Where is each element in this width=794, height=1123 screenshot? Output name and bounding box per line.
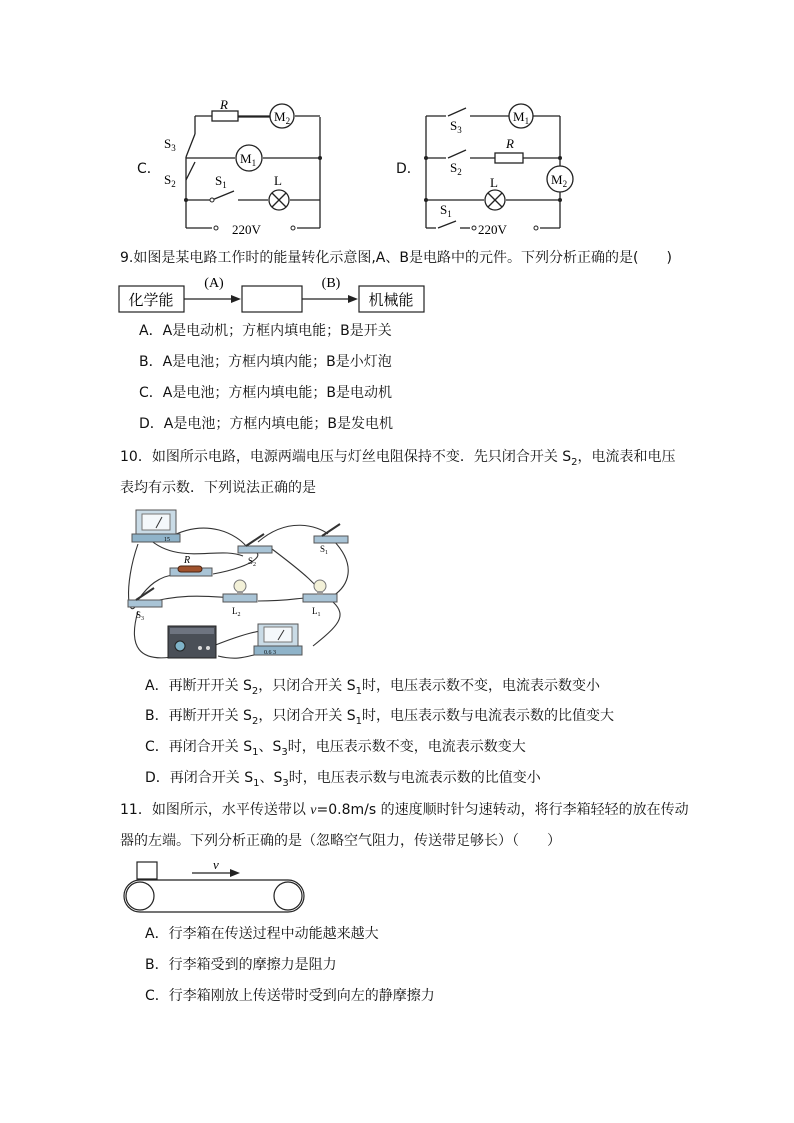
svg-text:(B): (B) bbox=[321, 276, 341, 291]
lamp-l1 bbox=[303, 580, 337, 618]
power-supply bbox=[168, 626, 216, 658]
empty-energy-box bbox=[242, 286, 302, 312]
svg-text:S2: $S_2$ bbox=[450, 160, 462, 177]
svg-text:(A): (A) bbox=[204, 276, 224, 291]
svg-text:S3: $S_3$ bbox=[450, 118, 462, 135]
q9-option-d[interactable]: D．A是电池；方框内填电能；B是发电机 bbox=[139, 416, 393, 432]
svg-text:15: 15 bbox=[164, 537, 170, 543]
energy-conversion-diagram bbox=[118, 272, 428, 316]
svg-text:机械能: 机械能 bbox=[368, 293, 414, 309]
q9-option-c[interactable]: C．A是电池；方框内填电能；B是电动机 bbox=[139, 385, 392, 401]
q11-option-b[interactable]: B．行李箱受到的摩擦力是阻力 bbox=[145, 957, 337, 973]
svg-text:M1: $M_1$ bbox=[513, 109, 530, 126]
question-10-stem-line2: 表均有示数．下列说法正确的是 bbox=[120, 480, 316, 496]
switch-s3 bbox=[128, 588, 162, 622]
option-d-label: D． bbox=[396, 161, 421, 177]
svg-text:R: R bbox=[506, 136, 514, 151]
svg-text:S1: $S_1$ bbox=[215, 173, 227, 190]
svg-text:S3: $S_3$ bbox=[136, 610, 145, 622]
svg-text:L2: $L_2$ bbox=[232, 606, 241, 618]
q9-option-b[interactable]: B．A是电池；方框内填内能；B是小灯泡 bbox=[139, 354, 392, 370]
svg-text:M2: $M_2$ bbox=[274, 109, 291, 126]
svg-text:S2: $S_2$ bbox=[248, 556, 257, 568]
q10-option-c[interactable]: C．再闭合开关 $S_1$、$S_3$时，电压表示数不变，电流表示数变大 bbox=[145, 739, 526, 758]
velocity-label: v bbox=[213, 858, 219, 872]
q10-option-b[interactable]: B．再断开开关 $S_2$，只闭合开关 $S_1$时，电压表示数与电流表示数的比值变大 bbox=[145, 708, 615, 727]
circuit-diagram-c bbox=[150, 92, 340, 244]
voltage-label-c: 220V bbox=[232, 222, 261, 237]
circuit-diagram-d bbox=[410, 96, 590, 244]
question-11-stem-line1: 11．如图所示，水平传送带以 v=0.8m/s 的速度顺时针匀速转动，将行李箱轻轻的放在传动 bbox=[120, 802, 689, 818]
svg-text:L: L bbox=[274, 173, 282, 188]
question-10-stem-line1: 10．如图所示电路，电源两端电压与灯丝电阻保持不变．先只闭合开关 $S_2$，电流表和电压 bbox=[120, 449, 676, 468]
svg-text:R: R bbox=[184, 555, 191, 566]
switch-s2 bbox=[238, 534, 272, 568]
physical-circuit-photo bbox=[118, 506, 350, 666]
conveyor-belt-diagram bbox=[122, 858, 308, 914]
question-11-stem-line2: 器的左端。下列分析正确的是（忽略空气阻力，传送带足够长）（ ） bbox=[120, 833, 561, 849]
svg-text:S1: $S_1$ bbox=[320, 544, 329, 556]
svg-text:L1: $L_1$ bbox=[312, 606, 321, 618]
voltmeter bbox=[132, 510, 180, 543]
resistor bbox=[170, 555, 212, 576]
right-roller bbox=[274, 882, 302, 910]
voltage-label-d: 220V bbox=[478, 222, 507, 237]
svg-text:S3: $S_3$ bbox=[164, 136, 176, 153]
svg-text:化学能: 化学能 bbox=[128, 293, 174, 309]
q10-option-d[interactable]: D．再闭合开关 $S_1$、$S_3$时，电压表示数与电流表示数的比值变小 bbox=[145, 770, 541, 789]
svg-text:0.6 3: 0.6 3 bbox=[264, 650, 276, 656]
lamp-l2 bbox=[223, 580, 257, 618]
left-roller bbox=[126, 882, 154, 910]
svg-text:S2: $S_2$ bbox=[164, 172, 176, 189]
q11-option-a[interactable]: A．行李箱在传送过程中动能越来越大 bbox=[145, 926, 379, 942]
resistor-label: R bbox=[220, 97, 228, 112]
ammeter bbox=[254, 624, 302, 656]
q10-option-a[interactable]: A．再断开开关 $S_2$，只闭合开关 $S_1$时，电压表示数不变，电流表示数变小 bbox=[145, 678, 601, 697]
svg-text:L: L bbox=[490, 175, 498, 190]
q11-option-c[interactable]: C．行李箱刚放上传送带时受到向左的静摩擦力 bbox=[145, 988, 435, 1004]
q9-option-a[interactable]: A．A是电动机；方框内填电能；B是开关 bbox=[139, 323, 392, 339]
svg-text:S1: $S_1$ bbox=[440, 202, 452, 219]
question-9-stem: 9.如图是某电路工作时的能量转化示意图,A、B是电路中的元件。下列分析正确的是( ) bbox=[120, 250, 672, 266]
svg-text:M2: $M_2$ bbox=[551, 172, 568, 189]
luggage-box bbox=[137, 862, 157, 879]
svg-text:M1: $M_1$ bbox=[240, 151, 257, 168]
option-c-label: C． bbox=[137, 161, 161, 177]
